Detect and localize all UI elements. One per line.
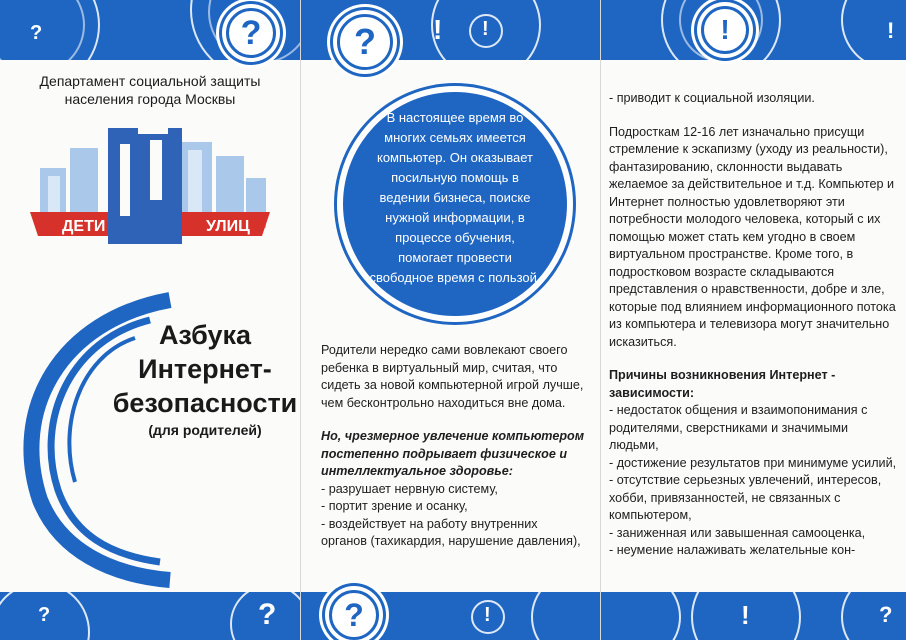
decor-ring [0,0,85,60]
list-item: - портит зрение и осанку, [321,499,468,513]
deti-ulits-logo [30,120,270,255]
intro-paragraph: Родители нередко сами вовлекают своего ребенка в виртуальный мир, считая, что сидеть за новой компьютерной игрой лучше, чем бесконтрольно находиться вне дома. [321,343,584,410]
question-icon: ? [879,602,893,627]
list-item: - разрушает нервную систему, [321,481,498,496]
right-panel [600,0,906,640]
decor-ring [531,592,600,640]
question-icon: ? [226,8,276,58]
bottom-band [601,592,906,640]
middle-body [321,342,587,551]
exclamation-icon: ! [484,604,491,626]
title-line: безопасности [112,388,298,418]
list-item: - неумение налаживать желательные кон- [609,543,856,557]
decor-ring [841,592,906,640]
list-item: - отсутствие серьезных увлечений, интересов, хобби, привязанностей, не связанных с компьютером, [609,473,882,522]
causes-heading: Причины возникновения Интернет - зависимости: [609,368,836,400]
question-icon: ? [329,590,379,640]
list-item: - достижение результатов при минимуме усилий, [609,455,897,470]
exclamation-icon: ! [741,600,750,630]
right-body [609,90,899,560]
exclamation-icon: ! [887,18,895,43]
department-name: Департамент социальной защиты населения города Москвы [39,73,261,107]
list-item: - заниженная или завышенная самооценка, [609,525,866,540]
decor-ring [601,592,681,640]
question-icon: ? [30,22,43,44]
middle-panel [300,0,600,640]
isolation-line: - приводит к социальной изоляции. [609,91,815,105]
title-line: Азбука [158,320,252,350]
exclamation-icon: ! [482,18,489,40]
question-icon: ? [337,14,393,70]
title-line: Интернет- [138,354,272,384]
question-icon: ? [258,598,277,631]
brochure-title [110,318,300,420]
exclamation-icon: ! [433,14,443,45]
intro-bubble: В настоящее время во многих семьях имеется компьютер. Он оказывает посильную помощь в ведении бизнеса, поиске нужной информации, в процессе обучения, помогает провести свободное время с пользой. [343,92,567,316]
brochure-subtitle: (для родителей) [148,422,262,438]
cover-panel [0,0,300,640]
bottom-band [0,592,300,640]
list-item: - недостаток общения и взаимопонимания с родителями, сверстниками и значимыми людьми, [609,403,868,452]
top-band [601,0,906,60]
warning-paragraph: Но, чрезмерное увлечение компьютером постепенно подрывает физическое и интеллектуальное здоровье: [321,429,585,478]
teens-paragraph: Подросткам 12-16 лет изначально присущи стремление к эскапизму (уходу из реальности), фантазированию, склонности выдавать желаемое за действительное и т.д. Компьютер и Интернет полностью удовлетворяют эти потребности молодого человека, который с их помощью может стать кем угодно в своем виртуальном пространстве. Кроме того, в подростковом возрасте складываются представления о нравственности, добре и зле, которые под влиянием информационного потока из компьютера и телевизора могут значительно исказиться. [609,124,896,349]
logo-right-word: УЛИЦ [206,218,250,235]
question-icon: ? [38,604,51,626]
decor-ring [841,0,906,60]
list-item: - воздействует на работу внутренних органов (тахикардия, нарушение давления), [321,516,581,548]
logo-left-word: ДЕТИ [62,218,106,235]
exclamation-icon: ! [701,6,749,54]
